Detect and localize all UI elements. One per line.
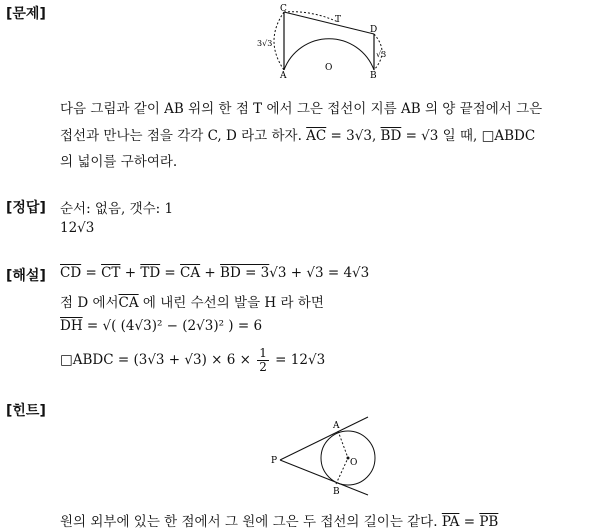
label-o: O [325,63,333,73]
solution-line-2: 점 D 에서$\overline{CA}$ 에 내린 수선의 발을 H 라 하면 [60,295,324,311]
label-c: C [280,4,287,14]
problem-line-1: 다음 그림과 같이 AB 위의 한 점 T 에서 그은 접선이 지름 AB 의 양 끝점에서 그은 [60,101,543,117]
hint-label-o: O [350,458,358,468]
hint-label-a: A [333,421,340,431]
label-a: A [280,71,287,81]
answer-label: [정답] [6,200,46,216]
label-d: D [370,25,378,35]
hint-figure [268,413,388,498]
solution-line-1: $\overline{CD} = \overline{CT} + \overline{TD} = \overline{CA}$ + BD = 3√3 + √3 = 4√3 [60,265,370,281]
solution-line-4: □ABDC = (3√3 + √3) × 6 × $\frac{1}{2}$ = 12√3 [60,346,326,374]
answer-value: 12√3 [60,220,95,236]
problem-line-3: 의 넓이를 구하여라. [60,154,178,170]
problem-figure [252,2,397,82]
label-bd-length: √3 [376,50,387,59]
hint-text: 원의 외부에 있는 한 점에서 그 원에 그은 두 접선의 길이는 같다. $\overline{PA} = \overline{PB}$ [60,514,499,530]
answer-order: 순서: 없음, 갯수: 1 [60,201,174,217]
fraction-one-half: $\frac{1}{2}$ [259,346,267,374]
hint-label: [힌트] [6,403,46,419]
solution-line-3: $\overline{DH}$ = √( (4√3)² − (2√3)² ) = 6 [60,318,263,334]
problem-line-2: 접선과 만나는 점을 각각 C, D 라고 하자. $\overline{AC} = 3√3$, $\overline{BD} = √3$ 일 때, □ABDC [60,128,536,144]
solution-label: [해설] [6,268,46,284]
hint-label-b: B [333,487,340,497]
problem-label: [문제] [6,6,46,22]
hint-label-p: P [271,456,278,466]
label-t: T [335,15,342,25]
label-b: B [370,71,377,81]
label-ac-length: 3√3 [257,39,273,48]
